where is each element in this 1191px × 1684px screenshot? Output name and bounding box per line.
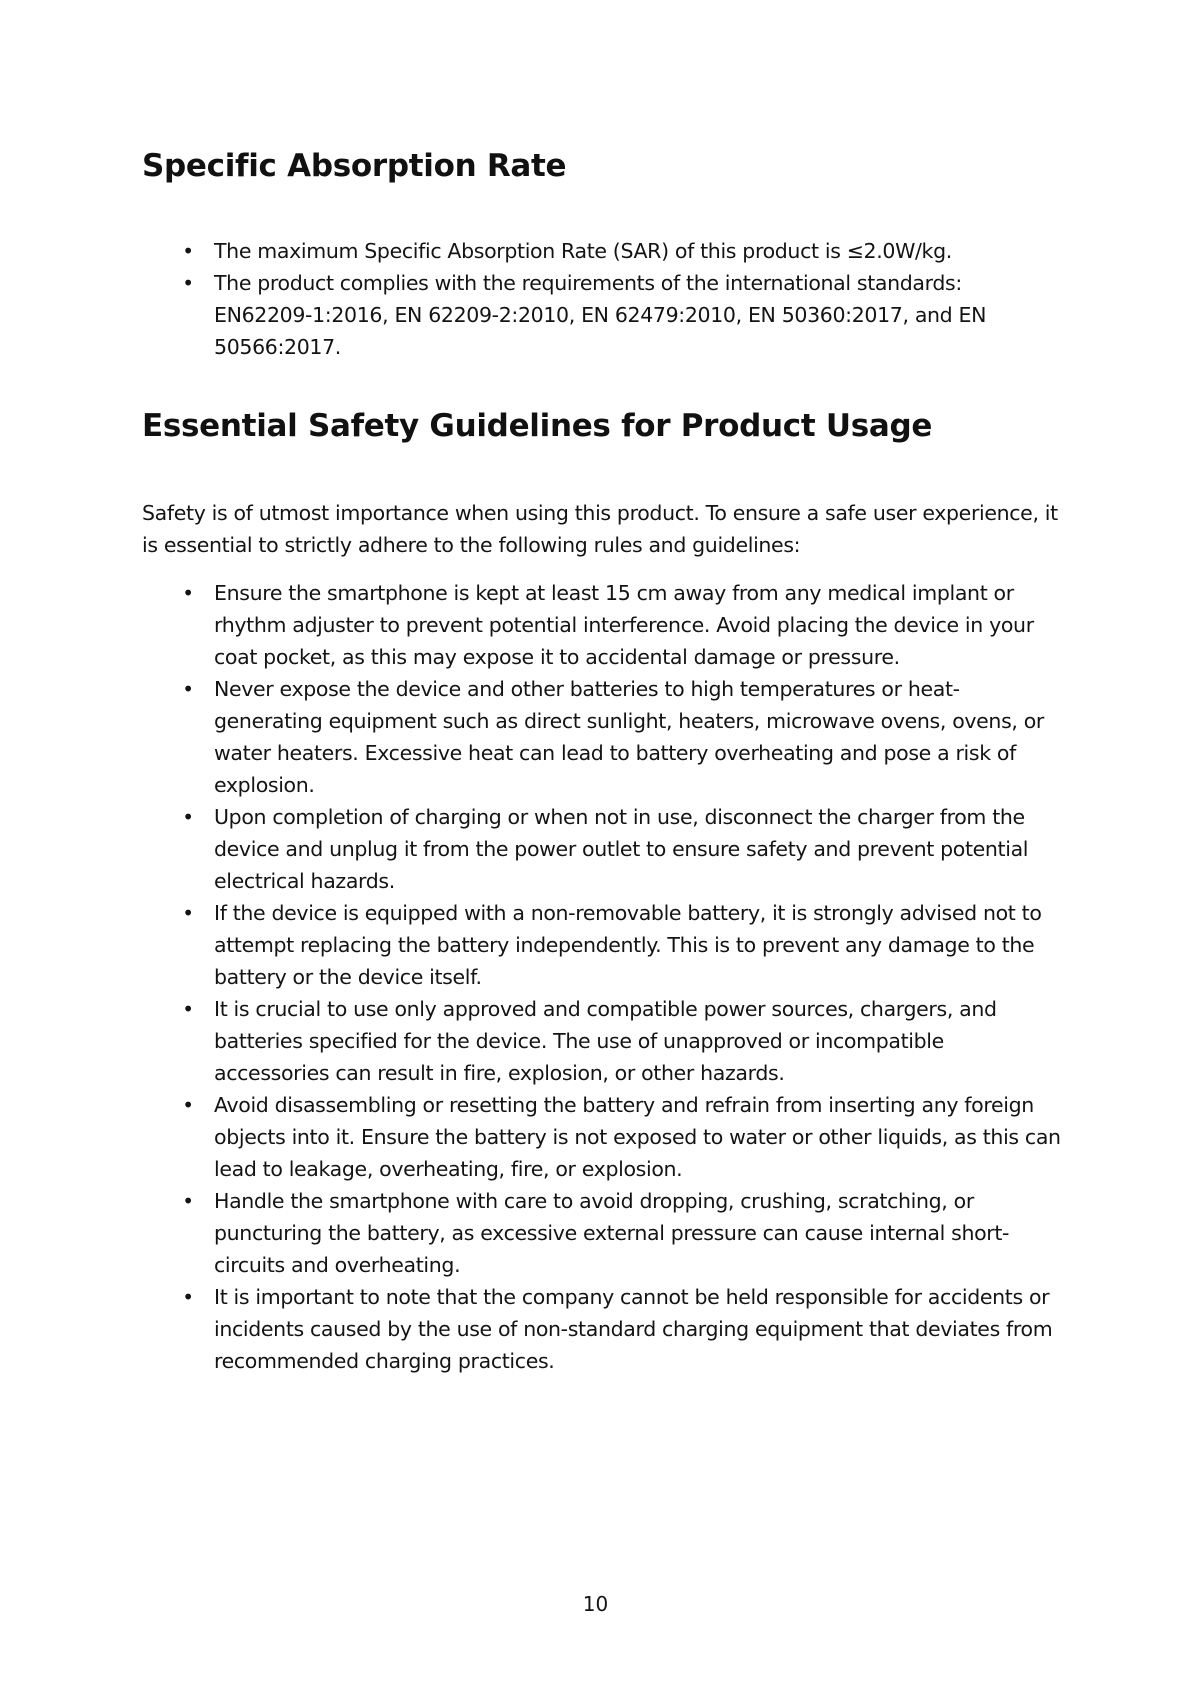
list-item bbox=[142, 801, 1062, 897]
list-item-text: Avoid disassembling or resetting the battery and refrain from inserting any foreign objects into it. Ensure the battery is not exposed to water or other liquids, as this can lead to leakage, overheating, fire, or explosion. bbox=[214, 1093, 1061, 1181]
bullet-icon: • bbox=[182, 1189, 194, 1213]
bullet-icon: • bbox=[182, 1285, 194, 1309]
list-item bbox=[142, 267, 1062, 363]
list-item bbox=[142, 235, 1062, 267]
list-item-text: The maximum Specific Absorption Rate (SAR) of this product is ≤2.0W/kg. bbox=[214, 239, 952, 263]
list-item-text: It is important to note that the company cannot be held responsible for accidents or incidents caused by the use of non-standard charging equipment that deviates from recommended charging practices. bbox=[214, 1285, 1053, 1373]
list-item bbox=[142, 673, 1062, 801]
bullet-icon: • bbox=[182, 805, 194, 829]
list-item-text: Handle the smartphone with care to avoid dropping, crushing, scratching, or puncturing the battery, as excessive external pressure can cause internal short-circuits and overheating. bbox=[214, 1189, 1010, 1277]
section-heading-sar: Specific Absorption Rate bbox=[142, 148, 567, 184]
list-item-text: Upon completion of charging or when not in use, disconnect the charger from the device and unplug it from the power outlet to ensure safety and prevent potential electrical hazards. bbox=[214, 805, 1029, 893]
list-item bbox=[142, 993, 1062, 1089]
safety-intro-paragraph: Safety is of utmost importance when using this product. To ensure a safe user experience, it is essential to strictly adhere to the following rules and guidelines: bbox=[142, 501, 1058, 557]
list-item bbox=[142, 1089, 1062, 1185]
list-item-text: If the device is equipped with a non-removable battery, it is strongly advised not to attempt replacing the battery independently. This is to prevent any damage to the battery or the device itself. bbox=[214, 901, 1042, 989]
list-item-text: Ensure the smartphone is kept at least 15 cm away from any medical implant or rhythm adjuster to prevent potential interference. Avoid placing the device in your coat pocket, as this may expose it to accidental damage or pressure. bbox=[214, 581, 1034, 669]
list-item-text: The product complies with the requirements of the international standards: EN62209-1:2016, EN 62209-2:2010, EN 62479:2010, EN 50360:2017, and EN 50566:2017. bbox=[214, 271, 987, 359]
list-item-text: It is crucial to use only approved and compatible power sources, chargers, and batteries specified for the device. The use of unapproved or incompatible accessories can result in fire, explosion, or other hazards. bbox=[214, 997, 997, 1085]
bullet-icon: • bbox=[182, 677, 194, 701]
list-item-text: Never expose the device and other batteries to high temperatures or heat-generating equipment such as direct sunlight, heaters, microwave ovens, ovens, or water heaters. Excessive heat can lead to battery overheating and pose a risk of explosion. bbox=[214, 677, 1045, 797]
bullet-icon: • bbox=[182, 997, 194, 1021]
bullet-icon: • bbox=[182, 581, 194, 605]
page-number: 10 bbox=[582, 1592, 609, 1616]
list-item bbox=[142, 897, 1062, 993]
safety-bullet-list bbox=[142, 577, 1062, 1377]
section-heading-safety: Essential Safety Guidelines for Product Usage bbox=[142, 408, 933, 444]
bullet-icon: • bbox=[182, 271, 194, 295]
list-item bbox=[142, 577, 1062, 673]
bullet-icon: • bbox=[182, 901, 194, 925]
list-item bbox=[142, 1185, 1062, 1281]
bullet-icon: • bbox=[182, 239, 194, 263]
bullet-icon: • bbox=[182, 1093, 194, 1117]
list-item bbox=[142, 1281, 1062, 1377]
sar-bullet-list bbox=[142, 235, 1062, 363]
